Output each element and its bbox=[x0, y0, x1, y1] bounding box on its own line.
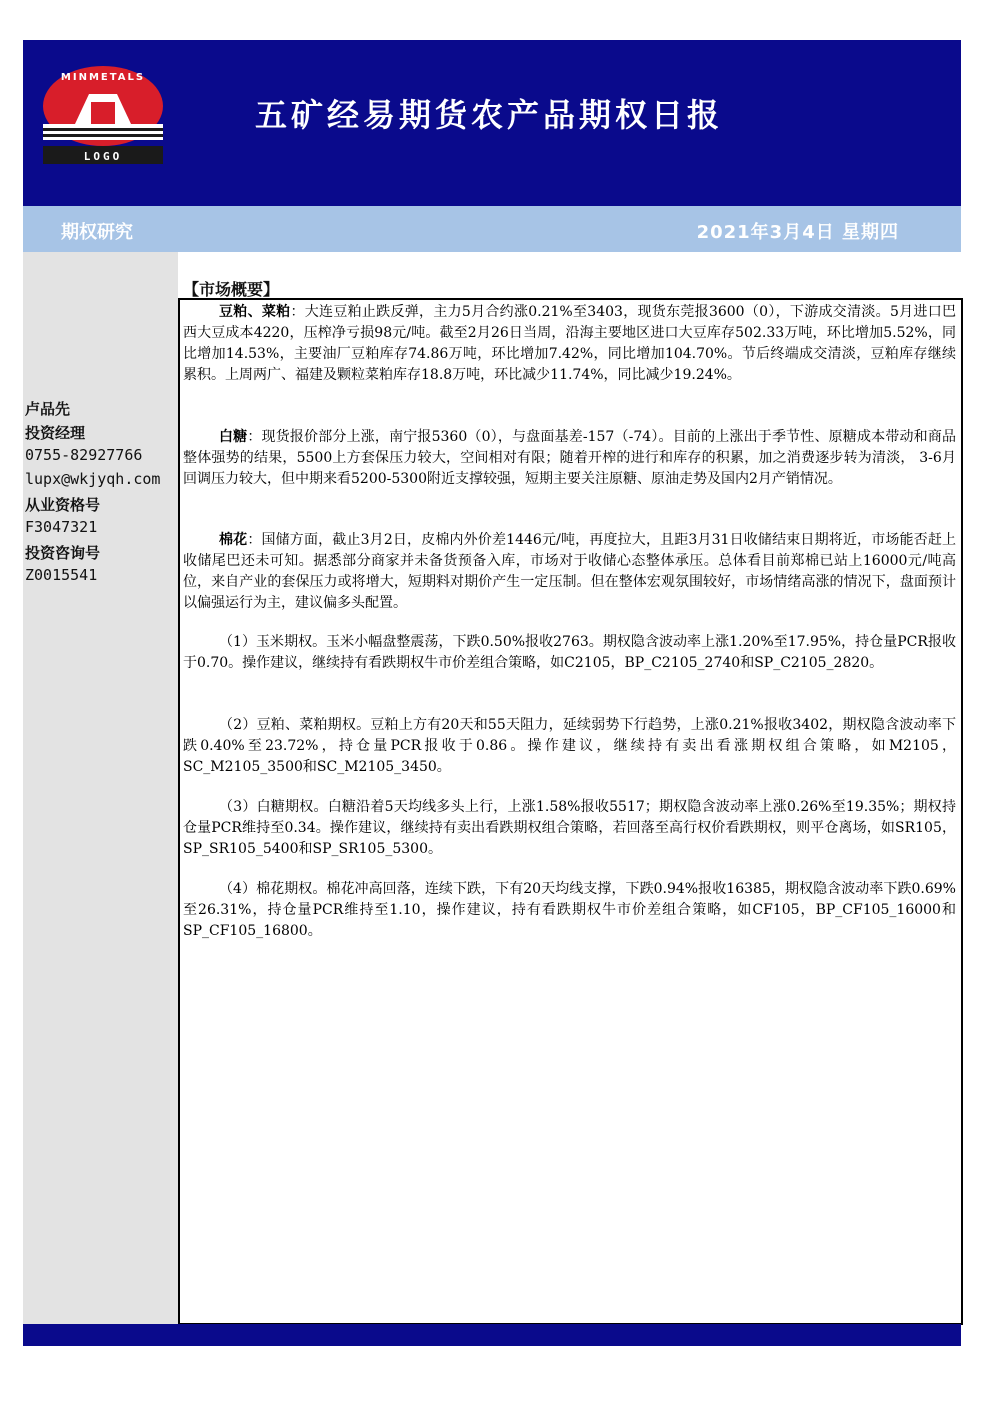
svg-text:LOGO: LOGO bbox=[83, 150, 123, 163]
author-name: 卢品先 bbox=[25, 400, 71, 418]
paragraph-text: （2）豆粕、菜粕期权。豆粕上方有20天和55天阻力，延续弱势下行趋势，上涨0.21%报收3402，期权隐含波动率下跌0.40%至23.72%，持仓量PCR报收于0.86。操作建议，继续持有卖出看涨期权组合策略，如M2105，SC_M2105_3500和SC_M2105_3450。 bbox=[183, 717, 956, 775]
header-banner bbox=[23, 40, 961, 206]
paragraph-sugar-option bbox=[183, 797, 956, 860]
paragraph-label: 豆粕、菜粕 bbox=[219, 304, 291, 320]
paragraph-text: （1）玉米期权。玉米小幅盘整震荡，下跌0.50%报收2763。期权隐含波动率上涨1.20%至17.95%，持仓量PCR报收于0.70。操作建议，继续持有看跌期权牛市价差组合策略，如C2105，BP_C2105_2740和SP_C2105_2820。 bbox=[183, 634, 956, 671]
paragraph-sugar bbox=[183, 427, 956, 490]
paragraph-cotton bbox=[183, 530, 956, 614]
paragraph-label: 棉花 bbox=[219, 532, 248, 548]
paragraph-text: ：现货报价部分上涨，南宁报5360（0），与盘面基差-157（-74）。目前的上涨出于季节性、原糖成本带动和商品整体强势的结果，5500上方套保压力较大，空间相对有限；随着开榨的进行和库存的积累，加之消费逐步转为清淡， 3-6月回调压力较大，但中期来看5200-5300附近支撑较强，短期主要关注原糖、原油走势及国内2月产销情况。 bbox=[183, 429, 957, 487]
paragraph-label: 白糖 bbox=[219, 429, 248, 445]
sub-header-bar bbox=[23, 206, 961, 252]
consulting-label: 投资咨询号 bbox=[25, 544, 101, 562]
qualification-label: 从业资格号 bbox=[25, 496, 101, 514]
paragraph-soymeal-option bbox=[183, 715, 956, 778]
author-email: lupx@wkjyqh.com bbox=[25, 470, 161, 488]
author-title: 投资经理 bbox=[25, 424, 86, 442]
content-box bbox=[178, 298, 963, 1325]
consulting-number: Z0015541 bbox=[25, 566, 98, 584]
paragraph-text: （3）白糖期权。白糖沿着5天均线多头上行，上涨1.58%报收5517；期权隐含波动率上涨0.26%至19.35%；期权持仓量PCR维持至0.34。操作建议，继续持有卖出看跌期权组合策略，若回落至高行权价看跌期权，则平仓离场，如SR105，SP_SR105_5400和SP_SR105_5300。 bbox=[183, 799, 956, 857]
department-label: 期权研究 bbox=[61, 222, 133, 243]
paragraph-corn-option bbox=[183, 632, 956, 674]
author-sidebar bbox=[23, 252, 178, 1324]
company-logo bbox=[39, 54, 167, 170]
paragraph-text: ：国储方面，截止3月2日，皮棉内外价差1446元/吨，再度拉大，且距3月31日收储结束日期将近，市场能否赶上收储尾巴还未可知。据悉部分商家并未备货预备入库，市场对于收储心态整体承压。总体看目前郑棉已站上16000元/吨高位，来自产业的套保压力或将增大，短期料对期价产生一定压制。但在整体宏观氛围较好，市场情绪高涨的情况下，盘面预计以偏强运行为主，建议偏多头配置。 bbox=[183, 532, 956, 611]
svg-text:MINMETALS: MINMETALS bbox=[60, 72, 146, 83]
footer-bar bbox=[23, 1324, 961, 1346]
report-title: 五矿经易期货农产品期权日报 bbox=[255, 96, 724, 134]
section-title: 【市场概要】 bbox=[183, 280, 280, 299]
paragraph-soymeal bbox=[183, 302, 956, 386]
author-phone: 0755-82927766 bbox=[25, 446, 143, 464]
paragraph-text: ：大连豆粕止跌反弹，主力5月合约涨0.21%至3403，现货东莞报3600（0），下游成交清淡。5月进口巴西大豆成本4220，压榨净亏损98元/吨。截至2月26日当周，沿海主要地区进口大豆库存502.33万吨，环比增加5.52%，同比增加14.53%，主要油厂豆粕库存74.86万吨，环比增加7.42%，同比增加104.70%。节后终端成交清淡，豆粕库存继续累积。上周两广、福建及颗粒菜粕库存18.8万吨，环比减少11.74%，同比减少19.24%。 bbox=[183, 304, 957, 383]
paragraph-text: （4）棉花期权。棉花冲高回落，连续下跌，下有20天均线支撑，下跌0.94%报收16385，期权隐含波动率下跌0.69%至26.31%，持仓量PCR维持至1.10，操作建议，持有看跌期权牛市价差组合策略，如CF105，BP_CF105_16000和SP_CF105_16800。 bbox=[183, 881, 956, 939]
paragraph-cotton-option bbox=[183, 879, 956, 942]
qualification-number: F3047321 bbox=[25, 518, 98, 536]
report-date: 2021年3月4日 星期四 bbox=[696, 222, 899, 243]
